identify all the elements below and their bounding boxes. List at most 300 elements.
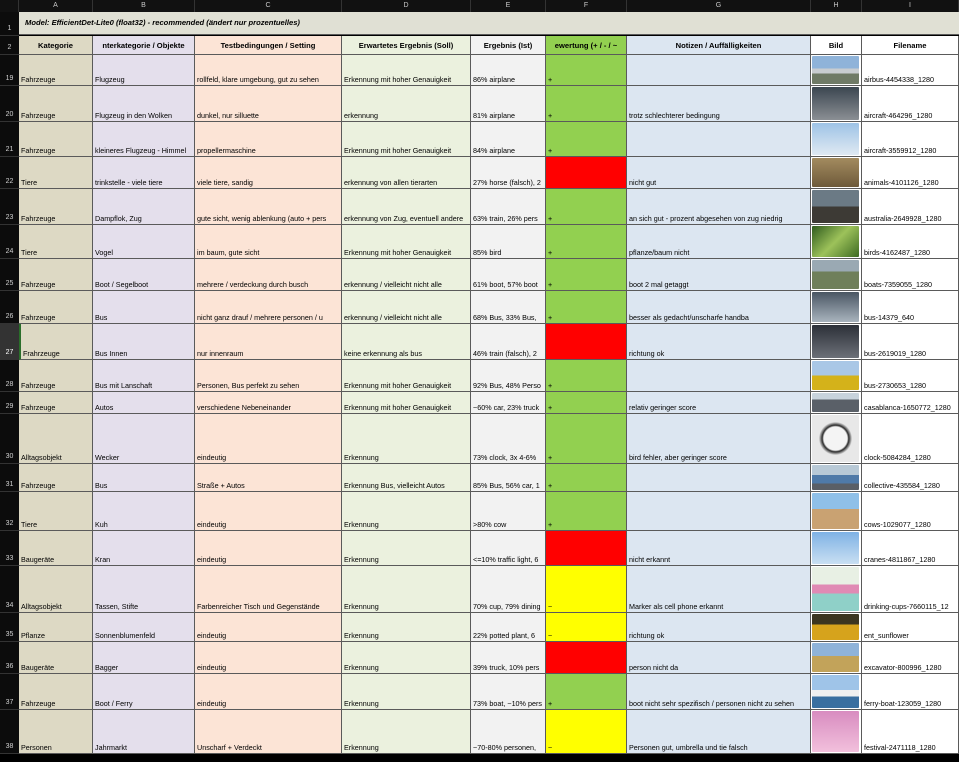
row-number[interactable]: 22 xyxy=(0,157,19,189)
cell-testbedingungen-text: eindeutig xyxy=(197,699,227,708)
cell-filename[interactable] xyxy=(862,464,959,492)
cell-kategorie-text: Fahrzeuge xyxy=(21,403,56,412)
cell-notizen-text: nicht gut xyxy=(629,178,657,187)
cell-notizen-text: nicht erkannt xyxy=(629,555,671,564)
cell-bewertung-text: + xyxy=(548,313,553,322)
cell-bewertung[interactable] xyxy=(546,122,627,157)
cell-notizen[interactable] xyxy=(627,189,811,225)
cell-testbedingungen-text: propellermaschine xyxy=(197,146,256,155)
thumbnail-image xyxy=(812,614,859,640)
cell-notizen[interactable] xyxy=(627,531,811,566)
cell-unterkategorie-text: Tassen, Stifte xyxy=(95,602,139,611)
model-title[interactable]: Model: EfficientDet-Lite0 (float32) - recommended (ändert nur prozentuelles) xyxy=(19,12,959,35)
cell-kategorie[interactable] xyxy=(19,531,93,566)
cell-erwartet[interactable] xyxy=(342,360,471,392)
row-number[interactable]: 33 xyxy=(0,531,19,566)
cell-filename[interactable] xyxy=(862,642,959,674)
row-number[interactable]: 26 xyxy=(0,291,19,324)
thumbnail-image xyxy=(812,292,859,322)
cell-erwartet[interactable] xyxy=(342,492,471,531)
cell-testbedingungen-text: Farbenreicher Tisch und Gegenstände xyxy=(197,602,320,611)
cell-bild[interactable] xyxy=(811,710,862,754)
cell-erwartet[interactable] xyxy=(342,392,471,414)
cell-notizen-text: Personen gut, umbrella und tie falsch xyxy=(629,743,748,752)
cell-ergebnis[interactable] xyxy=(471,414,546,464)
cell-bewertung[interactable] xyxy=(546,414,627,464)
cell-unterkategorie[interactable] xyxy=(93,566,195,613)
cell-ergebnis[interactable] xyxy=(471,642,546,674)
cell-erwartet[interactable] xyxy=(342,613,471,642)
cell-notizen[interactable] xyxy=(627,710,811,754)
header-bild[interactable]: Bild xyxy=(811,36,862,55)
cell-filename[interactable] xyxy=(862,674,959,710)
cell-unterkategorie[interactable] xyxy=(93,414,195,464)
cell-ergebnis[interactable] xyxy=(471,189,546,225)
cell-notizen[interactable] xyxy=(627,642,811,674)
cell-filename[interactable] xyxy=(862,259,959,291)
cell-unterkategorie[interactable] xyxy=(93,674,195,710)
cell-notizen[interactable] xyxy=(627,613,811,642)
cell-bild[interactable] xyxy=(811,86,862,122)
row-number[interactable]: 38 xyxy=(0,710,19,754)
cell-ergebnis[interactable] xyxy=(471,122,546,157)
cell-testbedingungen[interactable] xyxy=(195,613,342,642)
row-number[interactable]: 37 xyxy=(0,674,19,710)
cell-unterkategorie-text: Boot / Segelboot xyxy=(95,280,149,289)
cell-notizen[interactable] xyxy=(627,225,811,259)
cell-kategorie-text: Tiere xyxy=(21,178,38,187)
cell-ergebnis[interactable] xyxy=(471,291,546,324)
cell-testbedingungen[interactable] xyxy=(195,225,342,259)
cell-notizen[interactable] xyxy=(627,259,811,291)
row-number[interactable]: 20 xyxy=(0,86,19,122)
cell-kategorie-text: Pflanze xyxy=(21,631,45,640)
cell-bewertung-text: + xyxy=(548,75,553,84)
thumbnail-image xyxy=(812,260,859,289)
cell-erwartet[interactable] xyxy=(342,566,471,613)
cell-ergebnis-text: 39% truck, 10% pers xyxy=(473,663,540,672)
cell-testbedingungen[interactable] xyxy=(195,122,342,157)
cell-erwartet[interactable] xyxy=(342,259,471,291)
header-unterkategorie[interactable]: nterkategorie / Objekte xyxy=(93,36,195,55)
cell-filename-text: cows-1029077_1280 xyxy=(864,520,931,529)
cell-ergebnis[interactable] xyxy=(471,324,546,360)
header-testbedingungen[interactable]: Testbedingungen / Setting xyxy=(195,36,342,55)
cell-unterkategorie-text: Flugzeug xyxy=(95,75,125,84)
cell-ergebnis[interactable] xyxy=(471,360,546,392)
cell-kategorie-text: Fahrzeuge xyxy=(21,313,56,322)
cell-testbedingungen[interactable] xyxy=(195,324,342,360)
cell-filename[interactable] xyxy=(862,55,959,86)
cell-bewertung[interactable] xyxy=(546,531,627,566)
row-number[interactable]: 21 xyxy=(0,122,19,157)
cell-erwartet[interactable] xyxy=(342,157,471,189)
cell-testbedingungen[interactable] xyxy=(195,710,342,754)
cell-bewertung-text: + xyxy=(548,381,553,390)
thumbnail-image xyxy=(812,532,859,564)
cell-bewertung[interactable] xyxy=(546,492,627,531)
cell-bewertung-text: + xyxy=(548,699,553,708)
cell-testbedingungen-text: rollfeld, klare umgebung, gut zu sehen xyxy=(197,75,319,84)
cell-bewertung-text: ~ xyxy=(548,631,553,640)
cell-bild[interactable] xyxy=(811,414,862,464)
cell-bild[interactable] xyxy=(811,324,862,360)
row-number[interactable]: 28 xyxy=(0,360,19,392)
cell-ergebnis[interactable] xyxy=(471,674,546,710)
cell-testbedingungen[interactable] xyxy=(195,492,342,531)
cell-ergebnis-text: 61% boot, 57% boot xyxy=(473,280,538,289)
row-number[interactable]: 34 xyxy=(0,566,19,613)
column-header-h[interactable]: H xyxy=(811,0,862,12)
cell-kategorie-text: Tiere xyxy=(21,520,38,529)
cell-ergebnis[interactable] xyxy=(471,464,546,492)
cell-unterkategorie[interactable] xyxy=(93,225,195,259)
cell-bewertung[interactable] xyxy=(546,464,627,492)
row-number[interactable]: 23 xyxy=(0,189,19,225)
cell-unterkategorie[interactable] xyxy=(93,259,195,291)
cell-filename-text: bus-2619019_1280 xyxy=(864,349,926,358)
cell-filename[interactable] xyxy=(862,225,959,259)
row-number[interactable]: 30 xyxy=(0,414,19,464)
cell-notizen[interactable] xyxy=(627,674,811,710)
cell-notizen[interactable] xyxy=(627,122,811,157)
cell-filename[interactable] xyxy=(862,291,959,324)
row-number[interactable]: 31 xyxy=(0,464,19,492)
cell-ergebnis-text: 70% cup, 79% dining xyxy=(473,602,541,611)
cell-unterkategorie[interactable] xyxy=(93,324,195,360)
cell-filename-text: bus-14379_640 xyxy=(864,313,914,322)
cell-testbedingungen[interactable] xyxy=(195,531,342,566)
cell-filename[interactable] xyxy=(862,392,959,414)
row-number[interactable]: 35 xyxy=(0,613,19,642)
thumbnail-image xyxy=(812,226,859,257)
column-header-d[interactable]: D xyxy=(342,0,471,12)
cell-erwartet-text: Erkennung mit hoher Genauigkeit xyxy=(344,146,452,155)
cell-bild[interactable] xyxy=(811,122,862,157)
cell-notizen[interactable] xyxy=(627,324,811,360)
cell-erwartet[interactable] xyxy=(342,291,471,324)
cell-erwartet[interactable] xyxy=(342,55,471,86)
cell-bild[interactable] xyxy=(811,259,862,291)
cell-testbedingungen[interactable] xyxy=(195,392,342,414)
cell-testbedingungen[interactable] xyxy=(195,566,342,613)
cell-testbedingungen[interactable] xyxy=(195,86,342,122)
header-bewertung[interactable]: ewertung (+ / - / ~ xyxy=(546,36,627,55)
cell-testbedingungen[interactable] xyxy=(195,674,342,710)
cell-filename[interactable] xyxy=(862,492,959,531)
cell-unterkategorie[interactable] xyxy=(93,157,195,189)
cell-erwartet-text: Erkennung xyxy=(344,631,379,640)
column-header-c[interactable]: C xyxy=(195,0,342,12)
cell-notizen[interactable] xyxy=(627,157,811,189)
cell-kategorie[interactable] xyxy=(19,392,93,414)
cell-bewertung-text: + xyxy=(548,453,553,462)
cell-bewertung[interactable] xyxy=(546,674,627,710)
cell-kategorie-text: Fahrzeuge xyxy=(21,699,56,708)
cell-ergebnis-text: 85% Bus, 56% car, 1 xyxy=(473,481,540,490)
cell-bild[interactable] xyxy=(811,464,862,492)
row-number[interactable]: 1 xyxy=(0,12,19,36)
cell-unterkategorie-text: Vogel xyxy=(95,248,113,257)
cell-erwartet[interactable] xyxy=(342,86,471,122)
cell-bewertung[interactable] xyxy=(546,392,627,414)
cell-bewertung[interactable] xyxy=(546,157,627,189)
cell-erwartet[interactable] xyxy=(342,324,471,360)
cell-ergebnis[interactable] xyxy=(471,710,546,754)
cell-filename-text: animals-4101126_1280 xyxy=(864,178,939,187)
cell-kategorie[interactable] xyxy=(19,225,93,259)
cell-testbedingungen[interactable] xyxy=(195,360,342,392)
cell-bild[interactable] xyxy=(811,360,862,392)
header-kategorie[interactable]: Kategorie xyxy=(19,36,93,55)
header-notizen[interactable]: Notizen / Auffälligkeiten xyxy=(627,36,811,55)
cell-bewertung[interactable] xyxy=(546,259,627,291)
cell-bewertung-text: + xyxy=(548,403,553,412)
cell-kategorie[interactable] xyxy=(19,291,93,324)
cell-bewertung[interactable] xyxy=(546,324,627,360)
cell-notizen[interactable] xyxy=(627,291,811,324)
cell-ergebnis[interactable] xyxy=(471,55,546,86)
cell-ergebnis[interactable] xyxy=(471,531,546,566)
row-number[interactable]: 19 xyxy=(0,55,19,86)
cell-erwartet[interactable] xyxy=(342,464,471,492)
cell-unterkategorie[interactable] xyxy=(93,291,195,324)
cell-filename[interactable] xyxy=(862,157,959,189)
cell-kategorie[interactable] xyxy=(19,157,93,189)
cell-ergebnis-text: ~60% car, 23% truck xyxy=(473,403,540,412)
cell-kategorie-text: Fahrzeuge xyxy=(21,280,56,289)
row-number[interactable]: 32 xyxy=(0,492,19,531)
cell-unterkategorie[interactable] xyxy=(93,642,195,674)
cell-unterkategorie[interactable] xyxy=(93,122,195,157)
cell-bewertung[interactable] xyxy=(546,613,627,642)
header-filename[interactable]: Filename xyxy=(862,36,959,55)
cell-unterkategorie[interactable] xyxy=(93,189,195,225)
row-number[interactable]: 29 xyxy=(0,392,19,414)
cell-kategorie[interactable] xyxy=(19,55,93,86)
cell-ergebnis-text: >80% cow xyxy=(473,520,507,529)
cell-notizen[interactable] xyxy=(627,464,811,492)
cell-bild[interactable] xyxy=(811,642,862,674)
row-number[interactable]: 25 xyxy=(0,259,19,291)
cell-bewertung[interactable] xyxy=(546,189,627,225)
cell-erwartet-text: Erkennung xyxy=(344,699,379,708)
cell-testbedingungen[interactable] xyxy=(195,414,342,464)
row-number[interactable]: 2 xyxy=(0,36,19,55)
cell-filename[interactable] xyxy=(862,86,959,122)
row-number[interactable]: 36 xyxy=(0,642,19,674)
cell-bewertung[interactable] xyxy=(546,86,627,122)
cell-unterkategorie-text: trinkstelle - viele tiere xyxy=(95,178,163,187)
cell-erwartet-text: Erkennung xyxy=(344,453,379,462)
cell-erwartet[interactable] xyxy=(342,531,471,566)
cell-ergebnis[interactable] xyxy=(471,492,546,531)
header-erwartet[interactable]: Erwartetes Ergebnis (Soll) xyxy=(342,36,471,55)
cell-erwartet[interactable] xyxy=(342,225,471,259)
cell-kategorie[interactable] xyxy=(19,464,93,492)
cell-filename-text: cranes-4811867_1280 xyxy=(864,555,936,564)
cell-unterkategorie[interactable] xyxy=(93,360,195,392)
cell-kategorie[interactable] xyxy=(19,710,93,754)
cell-notizen-text: Marker als cell phone erkannt xyxy=(629,602,724,611)
cell-unterkategorie[interactable] xyxy=(93,531,195,566)
cell-testbedingungen[interactable] xyxy=(195,157,342,189)
cell-unterkategorie[interactable] xyxy=(93,710,195,754)
cell-erwartet-text: keine erkennung als bus xyxy=(344,349,422,358)
cell-filename[interactable] xyxy=(862,710,959,754)
cell-testbedingungen[interactable] xyxy=(195,464,342,492)
cell-bild[interactable] xyxy=(811,157,862,189)
cell-notizen-text: trotz schlechterer bedingung xyxy=(629,111,720,120)
cell-erwartet[interactable] xyxy=(342,642,471,674)
cell-kategorie[interactable] xyxy=(19,324,93,360)
cell-unterkategorie[interactable] xyxy=(93,392,195,414)
cell-notizen[interactable] xyxy=(627,86,811,122)
cell-filename[interactable] xyxy=(862,360,959,392)
cell-unterkategorie[interactable] xyxy=(93,55,195,86)
cell-notizen[interactable] xyxy=(627,566,811,613)
cell-bewertung[interactable] xyxy=(546,360,627,392)
thumbnail-image xyxy=(812,675,859,708)
cell-erwartet[interactable] xyxy=(342,189,471,225)
cell-ergebnis[interactable] xyxy=(471,259,546,291)
cell-kategorie[interactable] xyxy=(19,642,93,674)
column-header-g[interactable]: G xyxy=(627,0,811,12)
cell-notizen[interactable] xyxy=(627,492,811,531)
cell-kategorie[interactable] xyxy=(19,414,93,464)
cell-ergebnis-text: 63% train, 26% pers xyxy=(473,214,538,223)
cell-unterkategorie-text: Bus Innen xyxy=(95,349,128,358)
cell-erwartet-text: Erkennung xyxy=(344,555,379,564)
cell-unterkategorie-text: Dampflok, Zug xyxy=(95,214,142,223)
cell-ergebnis[interactable] xyxy=(471,392,546,414)
cell-bewertung[interactable] xyxy=(546,291,627,324)
cell-bewertung[interactable] xyxy=(546,225,627,259)
cell-kategorie[interactable] xyxy=(19,86,93,122)
cell-testbedingungen[interactable] xyxy=(195,259,342,291)
column-header-e[interactable]: E xyxy=(471,0,546,12)
cell-bild[interactable] xyxy=(811,55,862,86)
cell-bild[interactable] xyxy=(811,189,862,225)
cell-filename[interactable] xyxy=(862,414,959,464)
cell-ergebnis-text: 22% potted plant, 6 xyxy=(473,631,535,640)
cell-bild[interactable] xyxy=(811,225,862,259)
cell-filename[interactable] xyxy=(862,531,959,566)
cell-bewertung[interactable] xyxy=(546,55,627,86)
cell-erwartet-text: Erkennung mit hoher Genauigkeit xyxy=(344,248,452,257)
cell-kategorie[interactable] xyxy=(19,122,93,157)
cell-unterkategorie-text: Jahrmarkt xyxy=(95,743,127,752)
header-ergebnis[interactable]: Ergebnis (Ist) xyxy=(471,36,546,55)
cell-bild[interactable] xyxy=(811,531,862,566)
cell-kategorie[interactable] xyxy=(19,674,93,710)
cell-kategorie-text: Fahrzeuge xyxy=(21,75,56,84)
cell-testbedingungen-text: eindeutig xyxy=(197,453,227,462)
cell-ergebnis[interactable] xyxy=(471,566,546,613)
cell-testbedingungen-text: eindeutig xyxy=(197,631,227,640)
column-header-f[interactable]: F xyxy=(546,0,627,12)
cell-ergebnis[interactable] xyxy=(471,225,546,259)
thumbnail-image xyxy=(812,87,859,120)
cell-bild[interactable] xyxy=(811,566,862,613)
select-all-corner[interactable] xyxy=(0,0,19,12)
cell-kategorie[interactable] xyxy=(19,259,93,291)
cell-kategorie-text: Frahrzeuge xyxy=(23,349,60,358)
cell-ergebnis-text: 46% train (falsch), 2 xyxy=(473,349,537,358)
cell-filename[interactable] xyxy=(862,122,959,157)
cell-bewertung[interactable] xyxy=(546,710,627,754)
cell-notizen[interactable] xyxy=(627,55,811,86)
cell-testbedingungen[interactable] xyxy=(195,189,342,225)
cell-unterkategorie[interactable] xyxy=(93,492,195,531)
cell-erwartet[interactable] xyxy=(342,414,471,464)
cell-erwartet[interactable] xyxy=(342,122,471,157)
cell-filename[interactable] xyxy=(862,566,959,613)
cell-ergebnis[interactable] xyxy=(471,86,546,122)
cell-kategorie[interactable] xyxy=(19,613,93,642)
cell-erwartet[interactable] xyxy=(342,674,471,710)
cell-kategorie[interactable] xyxy=(19,566,93,613)
cell-ergebnis-text: 92% Bus, 48% Perso xyxy=(473,381,541,390)
cell-filename[interactable] xyxy=(862,189,959,225)
cell-filename[interactable] xyxy=(862,324,959,360)
cell-unterkategorie[interactable] xyxy=(93,86,195,122)
row-number[interactable]: 24 xyxy=(0,225,19,259)
cell-ergebnis[interactable] xyxy=(471,157,546,189)
cell-bild[interactable] xyxy=(811,392,862,414)
cell-unterkategorie[interactable] xyxy=(93,613,195,642)
column-header-i[interactable]: I xyxy=(862,0,959,12)
cell-testbedingungen[interactable] xyxy=(195,642,342,674)
cell-bewertung-text: ~ xyxy=(548,602,553,611)
cell-bild[interactable] xyxy=(811,613,862,642)
cell-kategorie[interactable] xyxy=(19,360,93,392)
cell-notizen[interactable] xyxy=(627,360,811,392)
cell-kategorie-text: Baugeräte xyxy=(21,663,55,672)
cell-testbedingungen[interactable] xyxy=(195,291,342,324)
cell-erwartet[interactable] xyxy=(342,710,471,754)
cell-notizen[interactable] xyxy=(627,392,811,414)
cell-bewertung[interactable] xyxy=(546,642,627,674)
cell-testbedingungen[interactable] xyxy=(195,55,342,86)
cell-testbedingungen-text: verschiedene Nebeneinander xyxy=(197,403,291,412)
row-number[interactable]: 27 xyxy=(0,324,19,360)
thumbnail-image xyxy=(812,393,859,412)
cell-ergebnis[interactable] xyxy=(471,613,546,642)
cell-unterkategorie-text: Kran xyxy=(95,555,111,564)
cell-bewertung-text: + xyxy=(548,248,553,257)
cell-notizen-text: boot 2 mal getaggt xyxy=(629,280,689,289)
cell-bild[interactable] xyxy=(811,291,862,324)
cell-filename-text: clock-5084284_1280 xyxy=(864,453,931,462)
cell-testbedingungen-text: eindeutig xyxy=(197,663,227,672)
cell-filename[interactable] xyxy=(862,613,959,642)
cell-unterkategorie[interactable] xyxy=(93,464,195,492)
column-header-b[interactable]: B xyxy=(93,0,195,12)
cell-kategorie-text: Fahrzeuge xyxy=(21,481,56,490)
cell-bild[interactable] xyxy=(811,674,862,710)
column-header-a[interactable]: A xyxy=(19,0,93,12)
cell-testbedingungen-text: eindeutig xyxy=(197,520,227,529)
cell-bewertung[interactable] xyxy=(546,566,627,613)
cell-kategorie[interactable] xyxy=(19,189,93,225)
thumbnail-image xyxy=(812,158,859,187)
thumbnail-image xyxy=(812,325,859,358)
cell-bild[interactable] xyxy=(811,492,862,531)
cell-notizen[interactable] xyxy=(627,414,811,464)
cell-kategorie[interactable] xyxy=(19,492,93,531)
cell-unterkategorie-text: Bagger xyxy=(95,663,119,672)
